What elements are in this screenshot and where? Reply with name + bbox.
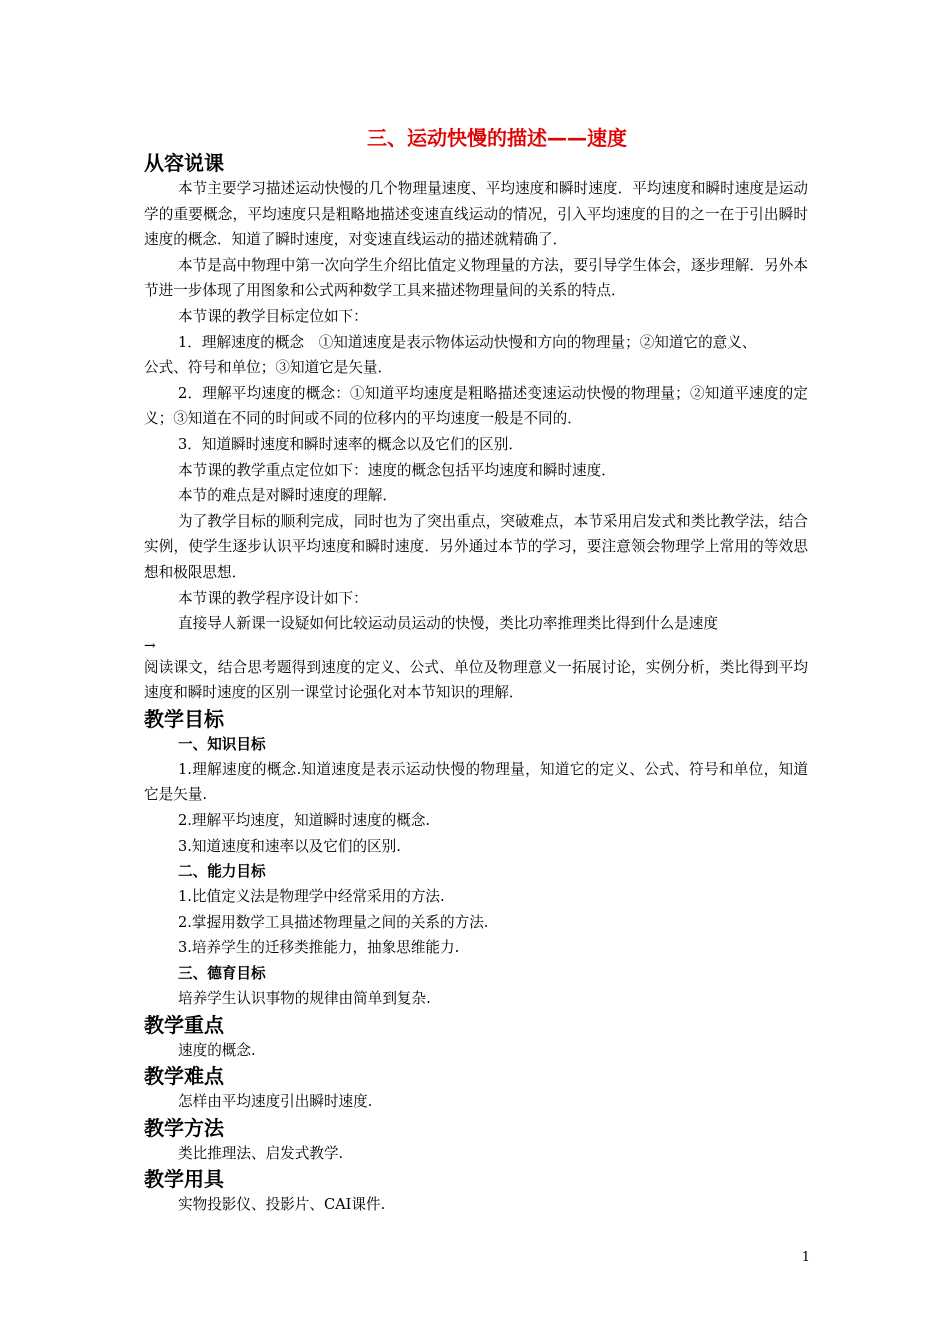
subheading-moral-goals: 三、德育目标 [178, 965, 266, 983]
document-title: 三、运动快慢的描述——速度 [367, 126, 627, 150]
paragraph: 3．知道瞬时速度和瞬时速率的概念以及它们的区别． [178, 435, 523, 453]
paragraph: 培养学生认识事物的规律由简单到复杂. [178, 990, 431, 1008]
paragraph: 类比推理法、启发式教学. [178, 1144, 344, 1162]
paragraph: 本节课的教学目标定位如下： [178, 307, 368, 325]
paragraph: 本节课的教学程序设计如下： [178, 589, 368, 607]
subheading-knowledge-goals: 一、知识目标 [178, 735, 266, 753]
paragraph: 阅读课文，结合思考题得到速度的定义、公式、单位及物理意义一拓展讨论，实例分析，类比得到平均速度和瞬时速度的区别一课堂讨论强化对本节知识的理解． [144, 658, 808, 702]
paragraph: 公式、符号和单位；③知道它是矢量． [144, 359, 393, 377]
paragraph: 速度的概念. [178, 1041, 256, 1059]
paragraph: 怎样由平均速度引出瞬时速度. [178, 1093, 373, 1111]
section-heading-methods: 教学方法 [144, 1115, 224, 1140]
section-heading-difficulties: 教学难点 [144, 1064, 224, 1089]
paragraph: 2．理解平均速度的概念：①知道平均速度是粗略描述变速运动快慢的物理量；②知道平速度的定义；③知道在不同的时间或不同的位移内的平均速度一般是不同的． [144, 384, 808, 428]
document-body [144, 150, 808, 1218]
paragraph: 实物投影仪、投影片、CAI课件. [178, 1196, 386, 1214]
list-item: 2.理解平均速度，知道瞬时速度的概念. [178, 812, 431, 830]
section-heading-lesson-talk: 从容说课 [144, 151, 224, 175]
page-number: 1 [801, 1250, 810, 1265]
paragraph: 1．理解速度的概念 ①知道速度是表示物体运动快慢和方向的物理量；②知道它的意义、 [178, 333, 757, 351]
paragraph: 为了教学目标的顺利完成，同时也为了突出重点，突破难点，本节采用启发式和类比教学法，结合实例，使学生逐步认识平均速度和瞬时速度．另外通过本节的学习，要注意领会物理学上常用的等效思想和极限思想． [144, 512, 808, 581]
paragraph: 本节课的教学重点定位如下：速度的概念包括平均速度和瞬时速度． [178, 461, 616, 479]
paragraph: 本节的难点是对瞬时速度的理解． [178, 487, 397, 505]
list-item: 2.掌握用数学工具描述物理量之间的关系的方法. [178, 913, 489, 931]
list-item: 3.知道速度和速率以及它们的区别. [178, 837, 401, 855]
list-item: 3.培养学生的迁移类推能力，抽象思维能力. [178, 939, 460, 957]
paragraph: 直接导人新课一设疑如何比较运动员运动的快慢，类比功率推理类比得到什么是速度 [178, 615, 718, 633]
section-heading-key-points: 教学重点 [144, 1012, 224, 1037]
section-heading-teaching-goals: 教学目标 [144, 706, 224, 731]
arrow-symbol: → [144, 637, 156, 654]
list-item: 1.理解速度的概念.知道速度是表示运动快慢的物理量，知道它的定义、公式、符号和单位，知道它是矢量. [144, 760, 808, 804]
paragraph: 本节是高中物理中第一次向学生介绍比值定义物理量的方法，要引导学生体会，逐步理解．另外本节进一步体现了用图象和公式两种数学工具来描述物理量间的关系的特点． [144, 256, 808, 300]
list-item: 1.比值定义法是物理学中经常采用的方法. [178, 888, 445, 906]
subheading-ability-goals: 二、能力目标 [178, 863, 266, 881]
section-heading-tools: 教学用具 [144, 1167, 224, 1192]
paragraph: 本节主要学习描述运动快慢的几个物理量速度、平均速度和瞬时速度．平均速度和瞬时速度是运动学的重要概念，平均速度只是粗略地描述变速直线运动的情况，引入平均速度的目的之一在于引出瞬时速度的概念．知道了瞬时速度，对变速直线运动的描述就精确了． [144, 180, 808, 249]
